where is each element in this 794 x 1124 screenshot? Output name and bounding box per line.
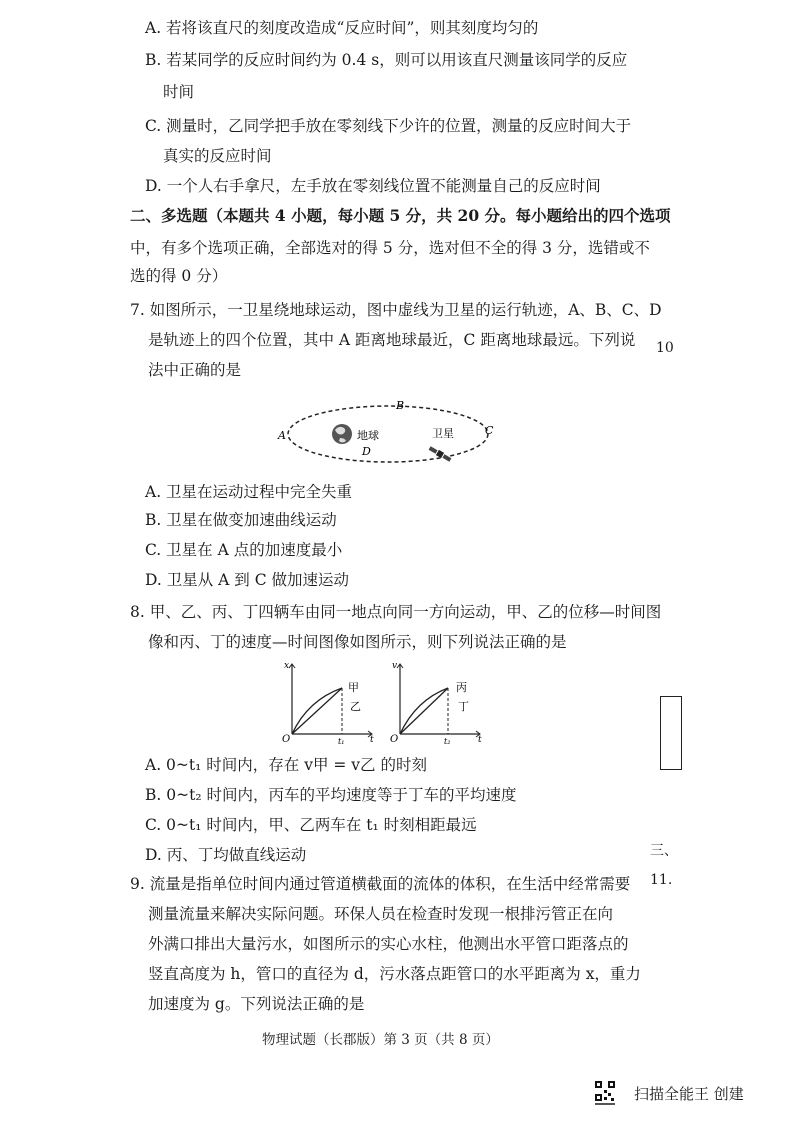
q6-option-b: B. 若某同学的反应时间约为 0.4 s，则可以用该直尺测量该同学的反应 xyxy=(145,51,628,69)
point-d-label: D xyxy=(362,445,371,458)
section2-line3: 选的得 0 分） xyxy=(130,267,228,285)
graph1-line-yi xyxy=(292,688,342,734)
q6-option-d: D. 一个人右手拿尺，左手放在零刻线位置不能测量自己的反应时间 xyxy=(145,177,601,195)
graph2-xlabel: t xyxy=(478,735,482,744)
scanner-watermark: 扫描全能王 创建 xyxy=(634,1085,744,1103)
q9-stem-line2: 测量流量来解决实际问题。环保人员在检查时发现一根排污管正在向 xyxy=(148,905,614,923)
margin-tab-box xyxy=(660,696,682,770)
graph2-label-bing: 丙 xyxy=(456,681,467,694)
graph1-ylabel: x xyxy=(284,661,290,671)
margin-number-10: 10 xyxy=(656,340,674,356)
q7-stem-line1: 7. 如图所示，一卫星绕地球运动，图中虚线为卫星的运行轨迹，A、B、C、D xyxy=(130,301,662,319)
q8-option-a: A. 0~t₁ 时间内，存在 v甲 = v乙 的时刻 xyxy=(145,756,427,774)
satellite-label: 卫星 xyxy=(432,427,454,440)
section2-line2: 中，有多个选项正确，全部选对的得 5 分，选对但不全的得 3 分，选错或不 xyxy=(130,239,650,257)
q7-option-c: C. 卫星在 A 点的加速度最小 xyxy=(145,541,343,559)
graph1-xlabel: t xyxy=(370,735,374,744)
q8-stem-line1: 8. 甲、乙、丙、丁四辆车由同一地点向同一方向运动，甲、乙的位移—时间图 xyxy=(130,603,662,621)
graph2-ylabel: v xyxy=(392,661,398,671)
q6-option-c: C. 测量时，乙同学把手放在零刻线下少许的位置，测量的反应时间大于 xyxy=(145,117,632,135)
q6-option-b-cont: 时间 xyxy=(163,83,195,101)
q7-stem-line2: 是轨迹上的四个位置，其中 A 距离地球最近，C 距离地球最远。下列说 xyxy=(148,331,636,349)
orbit-path xyxy=(288,406,488,462)
point-a-label: A xyxy=(278,429,286,442)
q6-option-a: A. 若将该直尺的刻度改造成“反应时间”，则其刻度均匀的 xyxy=(145,19,539,37)
graph2-tick: t₂ xyxy=(444,737,451,744)
q9-stem-line1: 9. 流量是指单位时间内通过管道横截面的流体的体积，在生活中经常需要 xyxy=(130,875,631,893)
point-b-label: B xyxy=(396,399,405,412)
graph1-tick: t₁ xyxy=(338,737,345,744)
page-footer: 物理试题（长郡版）第 3 页（共 8 页） xyxy=(262,1032,499,1048)
q9-stem-line4: 竖直高度为 h，管口的直径为 d，污水落点距管口的水平距离为 x，重力 xyxy=(148,965,641,983)
graph-x-t xyxy=(278,658,378,744)
graph1-label-jia: 甲 xyxy=(348,681,359,694)
earth-icon xyxy=(332,424,352,444)
graph-v-t xyxy=(386,658,486,744)
margin-number-11: 11. xyxy=(650,872,673,888)
graph2-origin: O xyxy=(390,734,399,744)
graph2-label-ding: 丁 xyxy=(458,700,469,713)
graph2-line-ding xyxy=(400,688,448,734)
q7-option-d: D. 卫星从 A 到 C 做加速运动 xyxy=(145,571,349,589)
q7-option-b: B. 卫星在做变加速曲线运动 xyxy=(145,511,337,529)
satellite-icon xyxy=(428,445,452,462)
q9-stem-line3: 外满口排出大量污水，如图所示的实心水柱，他测出水平管口距落点的 xyxy=(148,935,629,953)
margin-section3: 三、 xyxy=(650,843,678,859)
q8-option-b: B. 0~t₂ 时间内，丙车的平均速度等于丁车的平均速度 xyxy=(145,786,517,804)
q7-option-a: A. 卫星在运动过程中完全失重 xyxy=(145,483,353,501)
q9-stem-line5: 加速度为 g。下列说法正确的是 xyxy=(148,995,365,1013)
q6-option-c-cont: 真实的反应时间 xyxy=(163,147,272,165)
q8-option-c: C. 0~t₁ 时间内，甲、乙两车在 t₁ 时刻相距最远 xyxy=(145,816,477,834)
qr-code-icon xyxy=(594,1080,616,1106)
q8-option-d: D. 丙、丁均做直线运动 xyxy=(145,846,307,864)
orbit-figure xyxy=(270,392,510,472)
point-c-label: C xyxy=(485,424,494,437)
graph1-label-yi: 乙 xyxy=(350,700,361,713)
section2-heading: 二、多选题（本题共 4 小题，每小题 5 分，共 20 分。每小题给出的四个选项 xyxy=(130,206,671,225)
earth-label: 地球 xyxy=(357,429,379,442)
q7-stem-line3: 法中正确的是 xyxy=(148,361,242,379)
q8-stem-line2: 像和丙、丁的速度—时间图像如图所示，则下列说法正确的是 xyxy=(148,633,567,651)
graph1-origin: O xyxy=(282,734,291,744)
